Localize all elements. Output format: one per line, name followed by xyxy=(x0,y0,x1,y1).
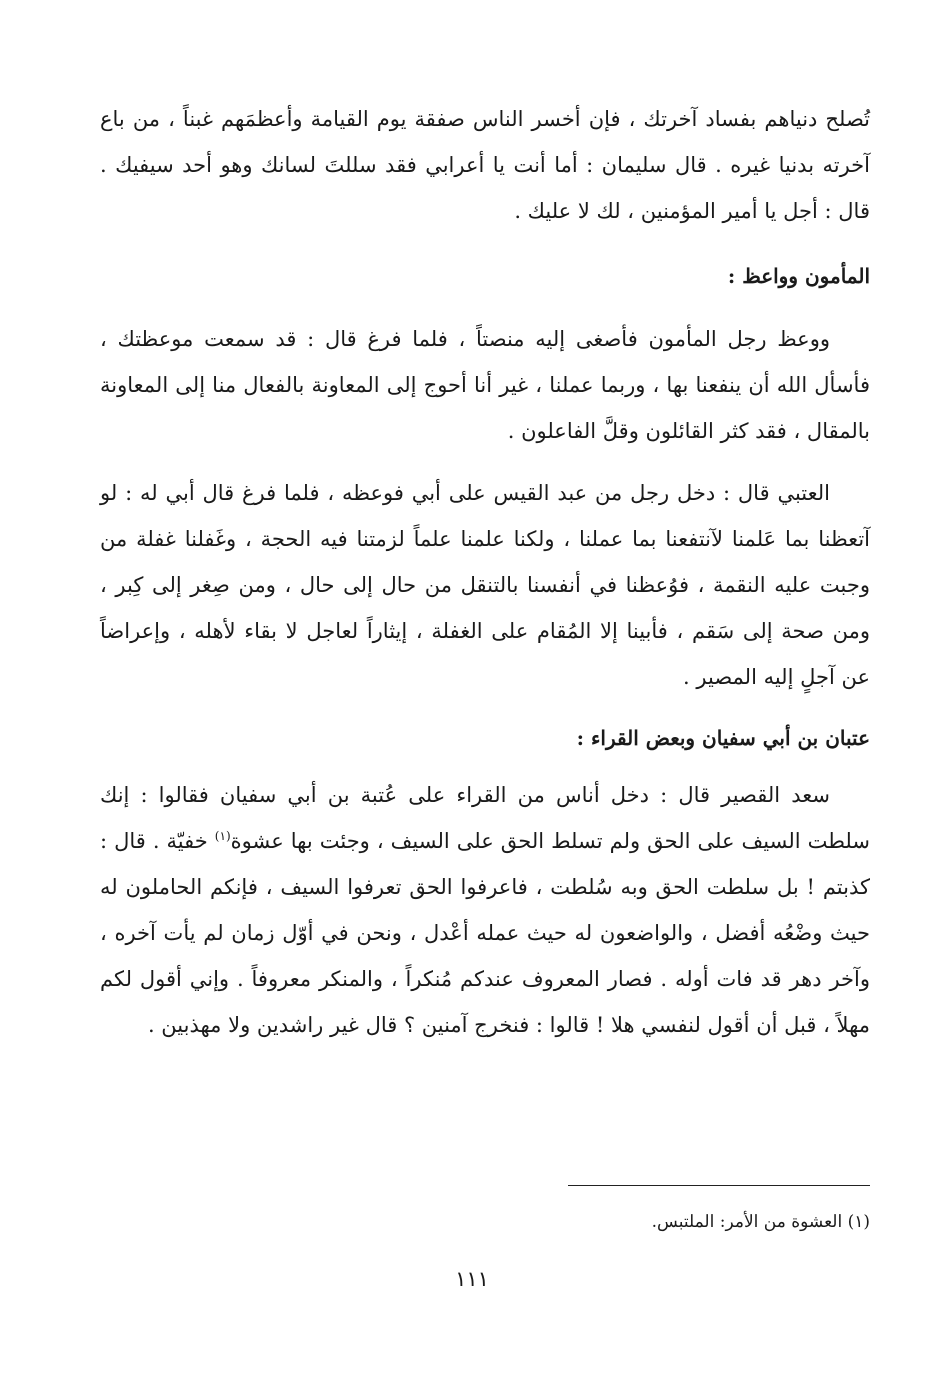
section-heading-utban: عتبان بن أبي سفيان وبعض القراء : xyxy=(576,726,870,750)
paragraph-1: تُصلح دنياهم بفساد آخرتك ، فإن أخسر الناس صفقة يوم القيامة وأعظمَهم غبناً ، من باع آخرته بدنيا غيره . قال سليمان : أما أنت يا أعرابي فقد سللتَ لسانك وهو أحد سيفيك . قال : أجل يا أمير المؤمنين ، لك لا عليك . xyxy=(100,107,870,223)
paragraph-4-part-1: سعد القصير قال : دخل أناس من القراء على عُتبة بن أبي سفيان فقالوا : إنك سلطت السيف على الحق ولم تسلط الحق على السيف ، وجئت بها عشوة xyxy=(100,783,870,853)
footnote-divider xyxy=(568,1185,870,1186)
section-heading-mamun: المأمون وواعظ : xyxy=(727,264,870,288)
paragraph-3: العتبي قال : دخل رجل من عبد القيس على أبي فوعظه ، فلما فرغ قال أبي له : لو آتعظنا بما عَلمنا لآنتفعنا بما عملنا ، ولكنا علمنا علماً لزمتنا فيه الحجة ، وغَفلنا غفلة من وجبت عليه النقمة ، فوُعظنا في أنفسنا بالتنقل من حال إلى حال ، ومن صِغر إلى كِبر ، ومن صحة إلى سَقم ، فأبينا إلا المُقام على الغفلة ، إيثاراً لعاجل لا بقاء لأهله ، وإعراضاً عن آجلٍ إليه المصير . xyxy=(100,481,870,689)
paragraph-4 xyxy=(100,772,870,1048)
page-number: ١١١ xyxy=(455,1267,489,1291)
paragraph-4-part-2: خفيّة . قال : كذبتم ! بل سلطت الحق وبه سُلطت ، فاعرفوا الحق تعرفوا السيف ، فإنكم الحاملون له حيث وضْعُه أفضل ، والواضعون له حيث عمله أعْدل ، ونحن في أوّل زمان لم يأت آخره ، وآخر دهر قد فات أوله . فصار المعروف عندكم مُنكراً ، والمنكر معروفاً . وإني أقول لكم مهلاً ، قبل أن أقول لنفسي هلا ! قالوا : فنخرج آمنين ؟ قال غير راشدين ولا مهذبين . xyxy=(100,829,870,1037)
footnote-marker: (١) xyxy=(214,829,231,843)
footnote-text: (١) العشوة من الأمر: الملتبس. xyxy=(651,1212,870,1232)
paragraph-2: ووعظ رجل المأمون فأصغى إليه منصتاً ، فلما فرغ قال : قد سمعت موعظتك ، فأسأل الله أن ينفعنا بها ، وربما عملنا ، غير أنا أحوج إلى المعاونة بالفعال منا إلى المعاونة بالمقال ، فقد كثر القائلون وقلَّ الفاعلون . xyxy=(100,327,870,443)
page-body xyxy=(100,96,870,1048)
